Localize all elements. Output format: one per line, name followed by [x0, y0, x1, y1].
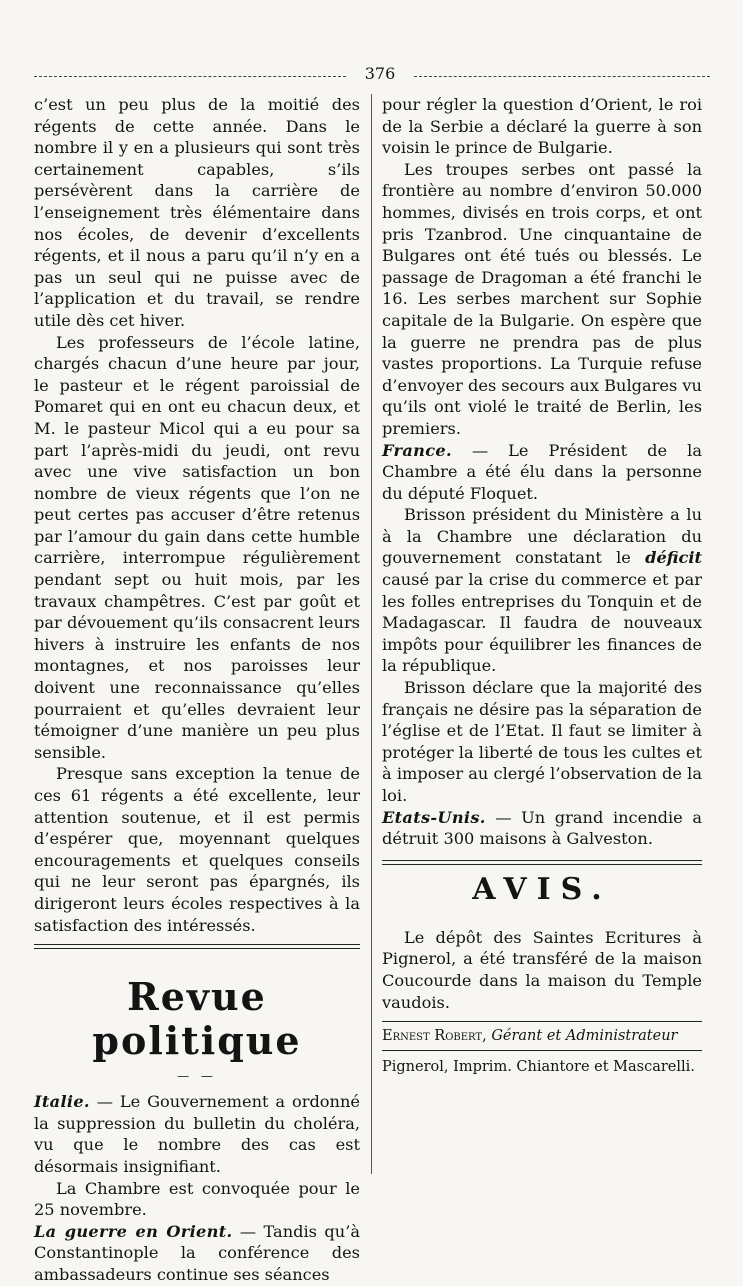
left-paragraph-2: Les professeurs de l’école latine, chargés chacun d’une heure par jour, le pasteur et le régent paroissial de Pomaret qui en ont eu chacun deux, et M. le pasteur Micol qui a eu pour sa part l’après-midi du jeudi, ont revu avec une vive satisfaction un bon nombre de vieux régents que l’on ne peut certes pas accuser d’être retenus par l’amour du gain dans cette humble carrière, interrompue régulièrement pendant sept ou huit mois, par les travaux champêtres. C’est par goût et par dévouement qu’ils consacrent leurs hivers à instruire les enfants de nos montagnes, et nos paroisses leur doivent une reconnaissance qu’elles pourraient et qu’elles devraient leur témoigner d’une manière un peu plus sensible.: [34, 332, 360, 762]
avis-title: AVIS.: [472, 871, 612, 907]
brisson-paragraph-2: Brisson déclare que la majorité des français ne désire pas la séparation de l’église et de l’Etat. Il faut se limiter à protéger la liberté de tous les cultes et à imposer au clergé l’observation de la loi.: [382, 678, 702, 805]
brisson-paragraph-1: [382, 504, 702, 677]
signature-role: Gérant et Administrateur: [491, 1028, 678, 1045]
avis-rule: [382, 860, 702, 865]
page-header: [34, 64, 710, 84]
header-rule-right: [414, 76, 710, 77]
france-paragraph: [382, 440, 702, 505]
left-paragraph-1: c’est un peu plus de la moitié des régents de cette année. Dans le nombre il y en a plusieurs qui sont très certainement capables, s’ils persévèrent dans la carrière de l’enseignement très élémentaire dans nos écoles, de devenir d’excellents régents, et il nous a paru qu’il n’y en a pas un seul qui ne puisse avec de l’application et du travail, se rendre utile dès cet hiver.: [34, 95, 360, 330]
italie-paragraph: [34, 1091, 360, 1177]
deficit-word: déficit: [645, 548, 702, 568]
avis-text: Le dépôt des Saintes Ecritures à Pignerol, a été transféré de la maison Coucourde dans la maison du Temple vaudois.: [382, 927, 702, 1012]
section-rule: [34, 944, 360, 949]
italie-text: — Le Gouvernement a ordonné la suppression du bulletin du choléra, vu que le nombre des cas est désormais insignifiant.: [34, 1092, 360, 1176]
france-text: — Le Président de la Chambre a été élu dans la personne du député Floquet.: [382, 440, 702, 503]
guerre-label: La guerre en Orient.: [34, 1221, 233, 1241]
france-label: France.: [382, 440, 452, 460]
header-rule-left: [34, 76, 346, 77]
italie-label: Italie.: [34, 1092, 90, 1112]
right-column: [382, 94, 702, 1077]
printer-line: Pignerol, Imprim. Chiantore et Mascarelli.: [382, 1059, 695, 1076]
signature-line: [382, 1022, 702, 1050]
page-number: 376: [364, 64, 396, 83]
usa-paragraph: [382, 807, 702, 850]
chambre-paragraph: La Chambre est convoquée pour le 25 novembre.: [34, 1178, 360, 1220]
right-paragraph-1: pour régler la question d’Orient, le roi de la Serbie a déclaré la guerre à son voisin le prince de Bulgarie.: [382, 95, 702, 158]
section-title: Revue politique: [92, 974, 302, 1064]
usa-text: — Un grand incendie a détruit 300 maisons à Galveston.: [382, 807, 702, 849]
brisson-text-a: Brisson président du Ministère a lu à la Chambre une déclaration du gouvernement constatant le: [382, 505, 702, 568]
left-paragraph-3: Presque sans exception la tenue de ces 61 régents a été excellente, leur attention soutenue, et il est permis d’espérer que, moyennant quelques encouragements et quelques conseils qui ne leur seront pas épargnés, ils dirigeront leurs écoles respectives à la satisfaction des intéressés.: [34, 764, 360, 935]
right-paragraph-2: Les troupes serbes ont passé la frontière au nombre d’environ 50.000 hommes, divisés en trois corps, et ont pris Tzanbrod. Une cinquantaine de Bulgares ont été tués ou blessés. Le passage de Dragoman a été franchi le 16. Les serbes marchent sur Sophie capitale de la Bulgarie. On espère que la guerre ne prendra pas de plus vastes proportions. La Turquie refuse d’envoyer des secours aux Bulgares vu qu’ils ont violé le traité de Berlin, les premiers.: [382, 159, 702, 438]
left-column: [34, 94, 360, 1286]
guerre-text: — Tandis qu’à Constantinople la conférence des ambassadeurs continue ses séances: [34, 1221, 360, 1284]
brisson-text-b: causé par la crise du commerce et par les folles entreprises du Tonquin et de Madagascar. Il faudra de nouveaux impôts pour équilibrer les finances de la république.: [382, 570, 702, 676]
signature-name: Ernest Robert,: [382, 1028, 487, 1045]
guerre-paragraph: [34, 1221, 360, 1286]
usa-label: Etats-Unis.: [382, 807, 486, 827]
ornament-dash: — —: [177, 1069, 217, 1084]
column-divider: [371, 94, 372, 1174]
